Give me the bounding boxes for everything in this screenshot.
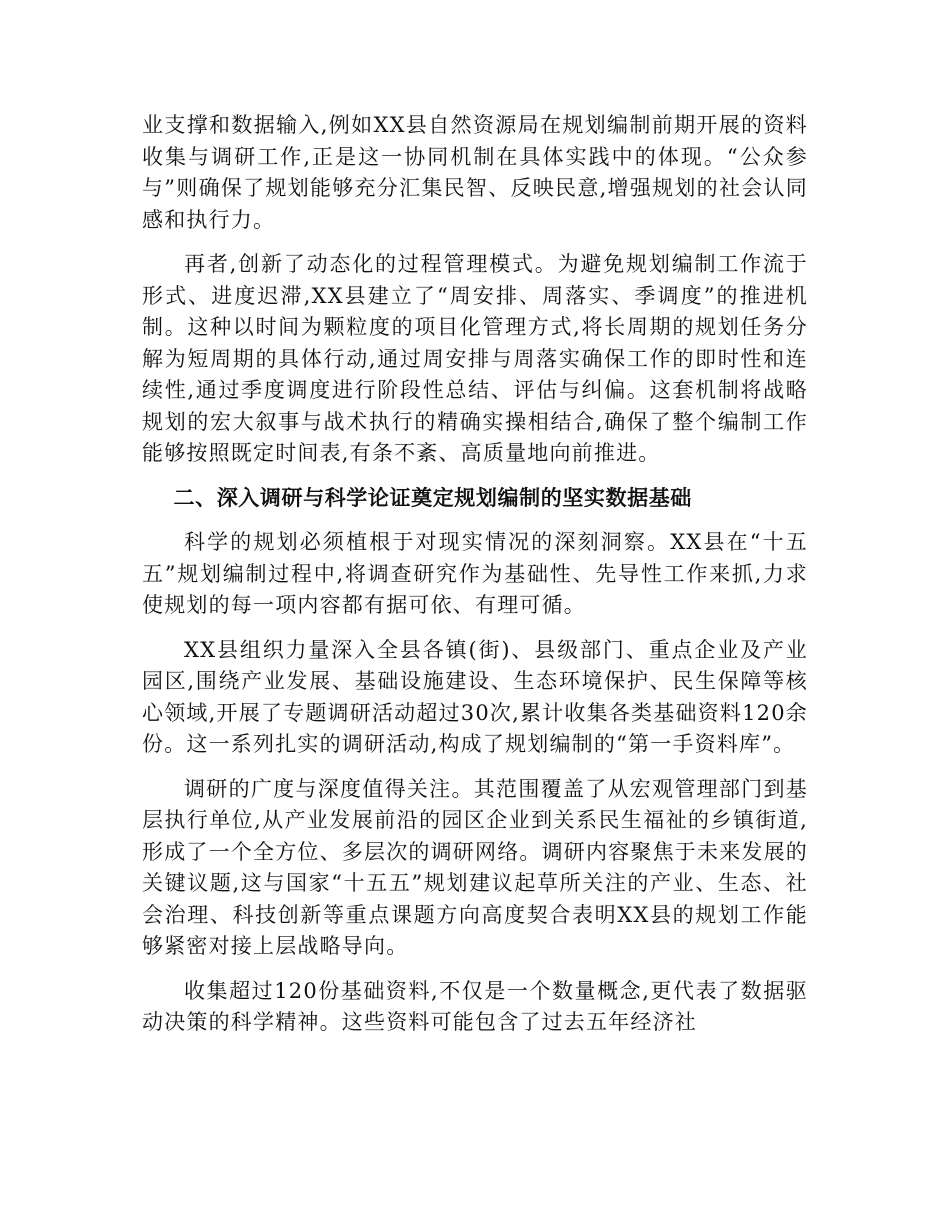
paragraph-continuation: 业支撑和数据输入,例如XX县自然资源局在规划编制前期开展的资料收集与调研工作,正是这一协同机制在具体实践中的体现。“公众参与”则确保了规划能够充分汇集民智、反映民意,增强规划的社会认同感和执行力。 <box>142 113 808 232</box>
paragraph-data-driven: 收集超过120份基础资料,不仅是一个数量概念,更代表了数据驱动决策的科学精神。这些资料可能包含了过去五年经济社 <box>142 978 808 1034</box>
section-heading: 二、深入调研与科学论证奠定规划编制的坚实数据基础 <box>173 485 692 510</box>
paragraph-process-management: 再者,创新了动态化的过程管理模式。为避免规划编制工作流于形式、进度迟滞,XX县建立了“周安排、周落实、季调度”的推进机制。这种以时间为颗粒度的项目化管理方式,将长周期的规划任务分解为短周期的具体行动,通过周安排与周落实确保工作的即时性和连续性,通过季度调度进行阶段性总结、评估与纠偏。这套机制将战略规划的宏大叙事与战术执行的精确实操相结合,确保了整个编制工作能够按照既定时间表,有条不紊、高质量地向前推进。 <box>142 252 808 465</box>
document-body <box>142 110 808 1052</box>
paragraph-research-activities: XX县组织力量深入全县各镇(街)、县级部门、重点企业及产业园区,围绕产业发展、基础设施建设、生态环境保护、民生保障等核心领域,开展了专题调研活动超过30次,累计收集各类基础资料120余份。这一系列扎实的调研活动,构成了规划编制的“第一手资料库”。 <box>142 637 808 756</box>
paragraph-research-scope: 调研的广度与深度值得关注。其范围覆盖了从宏观管理部门到基层执行单位,从产业发展前沿的园区企业到关系民生福祉的乡镇街道,形成了一个全方位、多层次的调研网络。调研内容聚焦于未来发展的关键议题,这与国家“十五五”规划建议起草所关注的产业、生态、社会治理、科技创新等重点课题方向高度契合表明XX县的规划工作能够紧密对接上层战略导向。 <box>142 776 808 958</box>
paragraph-research-intro: 科学的规划必须植根于对现实情况的深刻洞察。XX县在“十五五”规划编制过程中,将调查研究作为基础性、先导性工作来抓,力求使规划的每一项内容都有据可依、有理可循。 <box>142 530 808 617</box>
